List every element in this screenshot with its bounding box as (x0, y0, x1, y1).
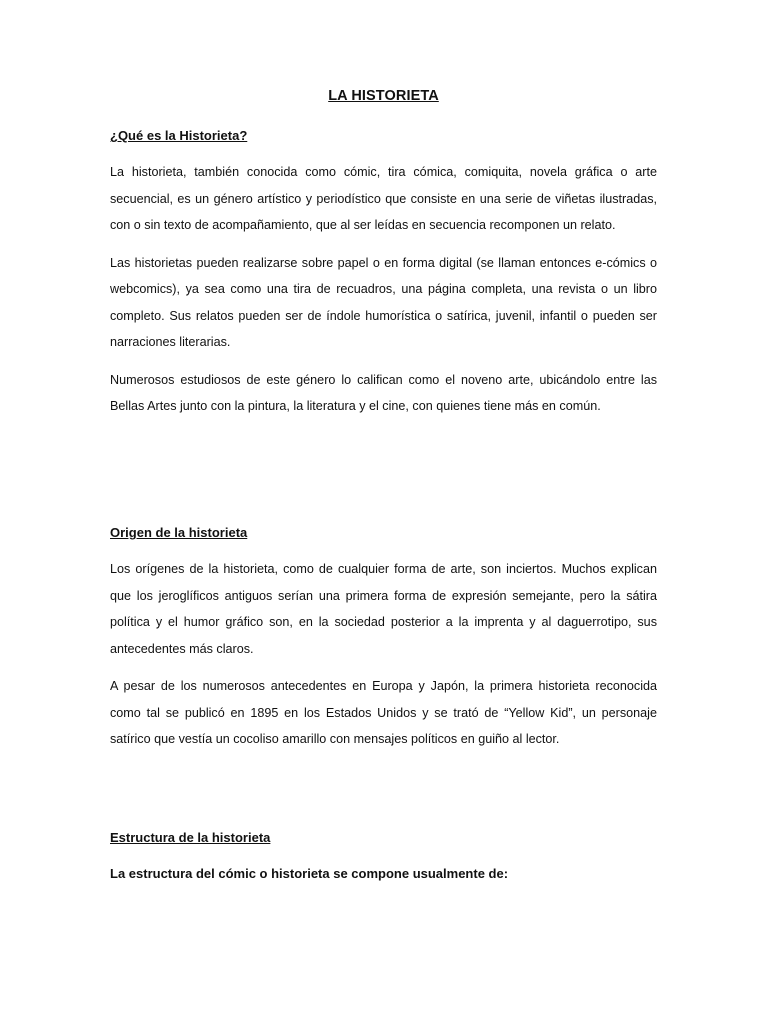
section-estructura (110, 829, 657, 883)
section-heading: Origen de la historieta (110, 525, 248, 540)
paragraph: Los orígenes de la historieta, como de cualquier forma de arte, son inciertos. Muchos explican que los jeroglíficos antiguos serían una primera forma de expresión semejante, pero la sátira política y el humor gráfico son, en la sociedad posterior a la imprenta y al daguerrotipo, sus antecedentes más claros. (110, 562, 657, 656)
paragraph: A pesar de los numerosos antecedentes en Europa y Japón, la primera historieta reconocida como tal se publicó en 1895 en los Estados Unidos y se trató de “Yellow Kid”, un personaje satírico que vestía un cocoliso amarillo con mensajes políticos en guiño al lector. (110, 679, 657, 746)
section-lead: La estructura del cómic o historieta se compone usualmente de: (110, 866, 509, 881)
section-heading: Estructura de la historieta (110, 830, 271, 845)
document-title: LA HISTORIETA (328, 88, 439, 104)
paragraph: La historieta, también conocida como cómic, tira cómica, comiquita, novela gráfica o arte secuencial, es un género artístico y periodístico que consiste en una serie de viñetas ilustradas, con o sin texto de acompañamiento, que al ser leídas en secuencia recomponen un relato. (110, 165, 657, 232)
paragraph: Las historietas pueden realizarse sobre papel o en forma digital (se llaman entonces e-cómics o webcomics), ya sea como una tira de recuadros, una página completa, una revista o un libro completo. Sus relatos pueden ser de índole humorística o satírica, juvenil, infantil o pueden ser narraciones literarias. (110, 255, 657, 349)
section-heading: ¿Qué es la Historieta? (110, 128, 248, 143)
section-origen (110, 524, 657, 753)
section-que-es (110, 127, 657, 420)
paragraph: Numerosos estudiosos de este género lo califican como el noveno arte, ubicándolo entre las Bellas Artes junto con la pintura, la literatura y el cine, con quienes tiene más en común. (110, 372, 657, 413)
